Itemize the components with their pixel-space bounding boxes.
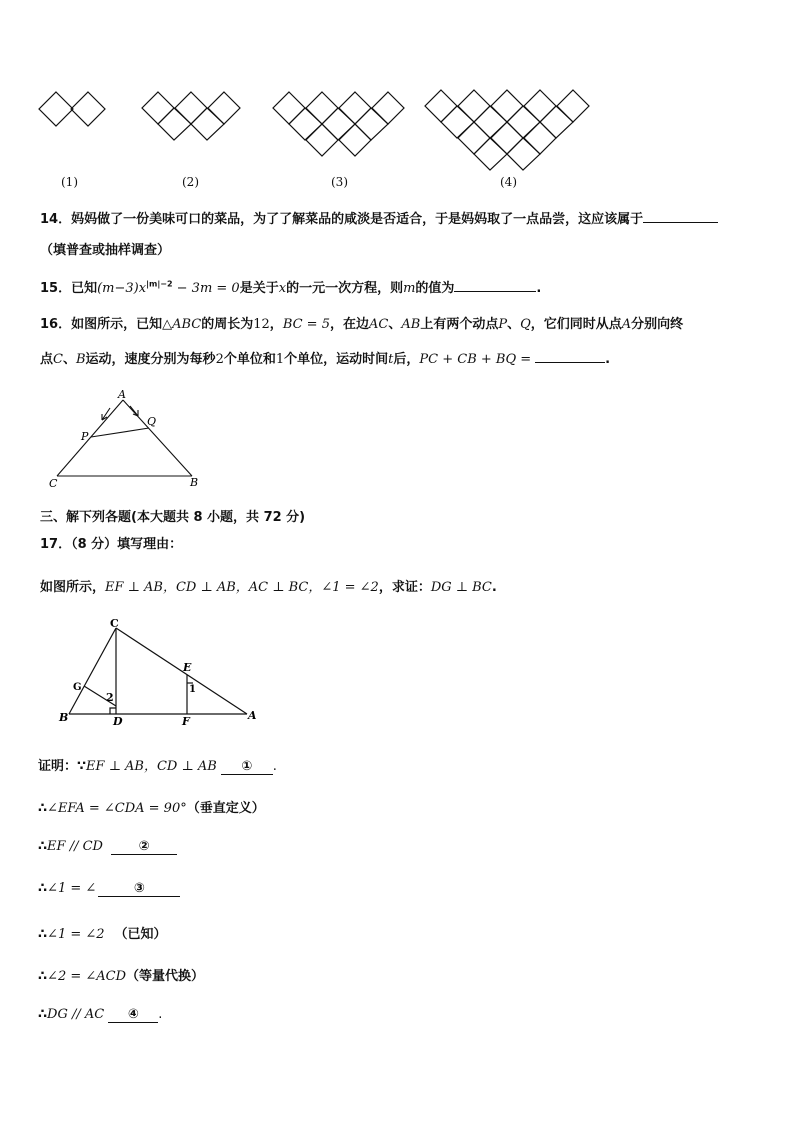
q15-mid: 是关于 <box>239 281 279 296</box>
q16-text-i: 个单位和 <box>223 352 276 367</box>
q16-comma: ， <box>269 317 283 332</box>
q16-text-h: 运动，速度分别为每秒 <box>85 352 216 367</box>
q16-ac: AC <box>369 317 389 332</box>
proof-7-suffix: . <box>158 1007 163 1022</box>
q17-given-mid: ，求证： <box>378 580 431 595</box>
pattern-label-3: (3) <box>331 175 348 189</box>
q14-note: （填普查或抽样调查） <box>40 243 171 258</box>
fig17-label-1: 1 <box>189 684 196 695</box>
q16-text-a: 16．如图所示，已知 <box>40 317 163 332</box>
q16-text-j: 个单位，运动时间 <box>284 352 389 367</box>
q16-text-k: 后， <box>393 352 420 367</box>
q15-suffix: 的值为 <box>415 281 455 296</box>
fig17-label-2: 2 <box>106 691 114 704</box>
fig17-label-b: B <box>59 711 69 724</box>
proof-line-1 <box>38 755 277 775</box>
fig17-label-e: E <box>183 661 192 674</box>
q16-b: B <box>75 352 86 367</box>
q17-given-prefix: 如图所示， <box>40 580 106 595</box>
q15-answer-blank[interactable] <box>454 276 536 292</box>
proof-5-prefix: ∴ <box>38 927 48 942</box>
proof-7-prefix: ∴ <box>38 1007 48 1022</box>
proof-3-math: EF // CD <box>47 839 103 854</box>
proof-blank-4[interactable]: ④ <box>108 1007 158 1023</box>
fig17-label-g: G <box>73 682 82 693</box>
fig16-label-a: A <box>118 388 126 401</box>
proof-3-prefix: ∴ <box>38 839 48 854</box>
pattern-label-2: (2) <box>182 175 199 189</box>
q17-figure <box>55 615 270 730</box>
proof-line-5 <box>38 923 167 942</box>
q16-speed2: 1 <box>275 352 285 367</box>
q15-expr-a: (m−3)x <box>97 281 147 296</box>
q16-triangle: △ABC <box>162 317 202 332</box>
q15-end: . <box>536 281 542 296</box>
q16-p: P <box>498 317 508 332</box>
proof-7-math: DG // AC <box>47 1007 105 1022</box>
q15-mid2: 的一元一次方程，则 <box>286 281 404 296</box>
proof-line-3 <box>38 839 177 855</box>
q16-perimeter: 12 <box>253 317 270 332</box>
q16-line-1 <box>40 313 683 332</box>
proof-5-math: ∠1 = ∠2 <box>47 927 105 942</box>
q16-sep: 、 <box>388 317 402 332</box>
proof-line-7 <box>38 1007 162 1023</box>
q17-given <box>40 576 497 595</box>
q16-a: A <box>621 317 632 332</box>
q16-t: t <box>388 352 394 367</box>
fig17-label-c: C <box>110 617 119 630</box>
q17-given-math: EF ⊥ AB，CD ⊥ AB，AC ⊥ BC，∠1 = ∠2 <box>105 580 379 595</box>
fig16-label-p: P <box>81 430 89 443</box>
proof-2-prefix: ∴ <box>38 801 48 816</box>
q15-var-m: m <box>403 281 416 296</box>
q16-triangle-figure <box>40 388 210 493</box>
q16-text-d: 上有两个动点 <box>420 317 499 332</box>
q17-title: 17．（8 分）填写理由： <box>40 537 183 552</box>
q16-text-c: ，在边 <box>329 317 369 332</box>
fig16-label-q: Q <box>147 415 157 428</box>
pattern-4 <box>425 90 589 170</box>
proof-6-prefix: ∴ <box>38 969 48 984</box>
q16-line-2 <box>40 347 610 367</box>
q17-given-end: . <box>491 580 497 595</box>
q16-c: C <box>53 352 63 367</box>
q16-end: . <box>605 352 611 367</box>
q16-text-f: 分别向终 <box>631 317 684 332</box>
pattern-label-1: (1) <box>61 175 78 189</box>
pattern-3 <box>273 92 404 156</box>
proof-line-6 <box>38 965 204 984</box>
q14-line <box>40 207 718 227</box>
proof-4-prefix: ∴ <box>38 881 48 896</box>
q16-speed1: 2 <box>215 352 224 367</box>
pattern-2 <box>142 92 240 140</box>
q16-text-g: 点 <box>40 352 54 367</box>
q16-sep3: 、 <box>62 352 76 367</box>
q15-line <box>40 276 541 296</box>
proof-2-suffix: （垂直定义） <box>186 801 265 816</box>
proof-1-math: EF ⊥ AB，CD ⊥ AB <box>86 759 217 774</box>
q16-sep2: 、 <box>507 317 521 332</box>
q15-expr-b: − 3m = 0 <box>172 281 240 296</box>
proof-blank-1[interactable]: ① <box>221 759 273 775</box>
fig17-label-d: D <box>113 715 123 728</box>
proof-6-suffix: （等量代换） <box>126 969 205 984</box>
q16-text-b: 的周长为 <box>201 317 254 332</box>
q16-ab: AB <box>401 317 421 332</box>
proof-line-2 <box>38 797 265 816</box>
fig16-label-b: B <box>190 476 199 489</box>
q15-exponent: |m|−2 <box>146 279 173 289</box>
proof-blank-2[interactable]: ② <box>111 839 177 855</box>
q17-goal: DG ⊥ BC <box>430 580 492 595</box>
q16-answer-blank[interactable] <box>535 347 605 363</box>
proof-1-suffix: . <box>272 759 277 774</box>
fig16-label-c: C <box>49 477 58 490</box>
q15-prefix: 15．已知 <box>40 281 98 296</box>
fig17-label-f: F <box>182 715 190 728</box>
proof-6-math: ∠2 = ∠ACD <box>47 969 127 984</box>
proof-2-math: ∠EFA = ∠CDA = 90° <box>47 801 187 816</box>
q16-text-e: ，它们同时从点 <box>530 317 622 332</box>
pattern-1 <box>39 92 105 126</box>
pattern-label-4: (4) <box>500 175 517 189</box>
square-patterns-figure <box>0 0 794 200</box>
proof-blank-3[interactable]: ③ <box>98 881 180 897</box>
q15-var-x: x <box>278 281 287 296</box>
proof-4-math: ∠1 = ∠ <box>47 881 97 896</box>
proof-line-4 <box>38 881 180 897</box>
proof-1-prefix: 证明：∵ <box>38 759 87 774</box>
section-3-heading: 三、解下列各题(本大题共 8 小题，共 72 分) <box>40 510 306 525</box>
q16-expr: PC + CB + BQ = <box>419 352 532 367</box>
fig17-label-a: A <box>248 709 257 722</box>
q14-answer-blank[interactable] <box>643 207 718 223</box>
proof-5-suffix: （已知） <box>114 927 167 942</box>
q16-bc: BC = 5 <box>282 317 330 332</box>
q14-text: 14．妈妈做了一份美味可口的菜品，为了了解菜品的咸淡是否适合，于是妈妈取了一点品尝，这应该属于 <box>40 212 644 227</box>
q16-q: Q <box>520 317 531 332</box>
